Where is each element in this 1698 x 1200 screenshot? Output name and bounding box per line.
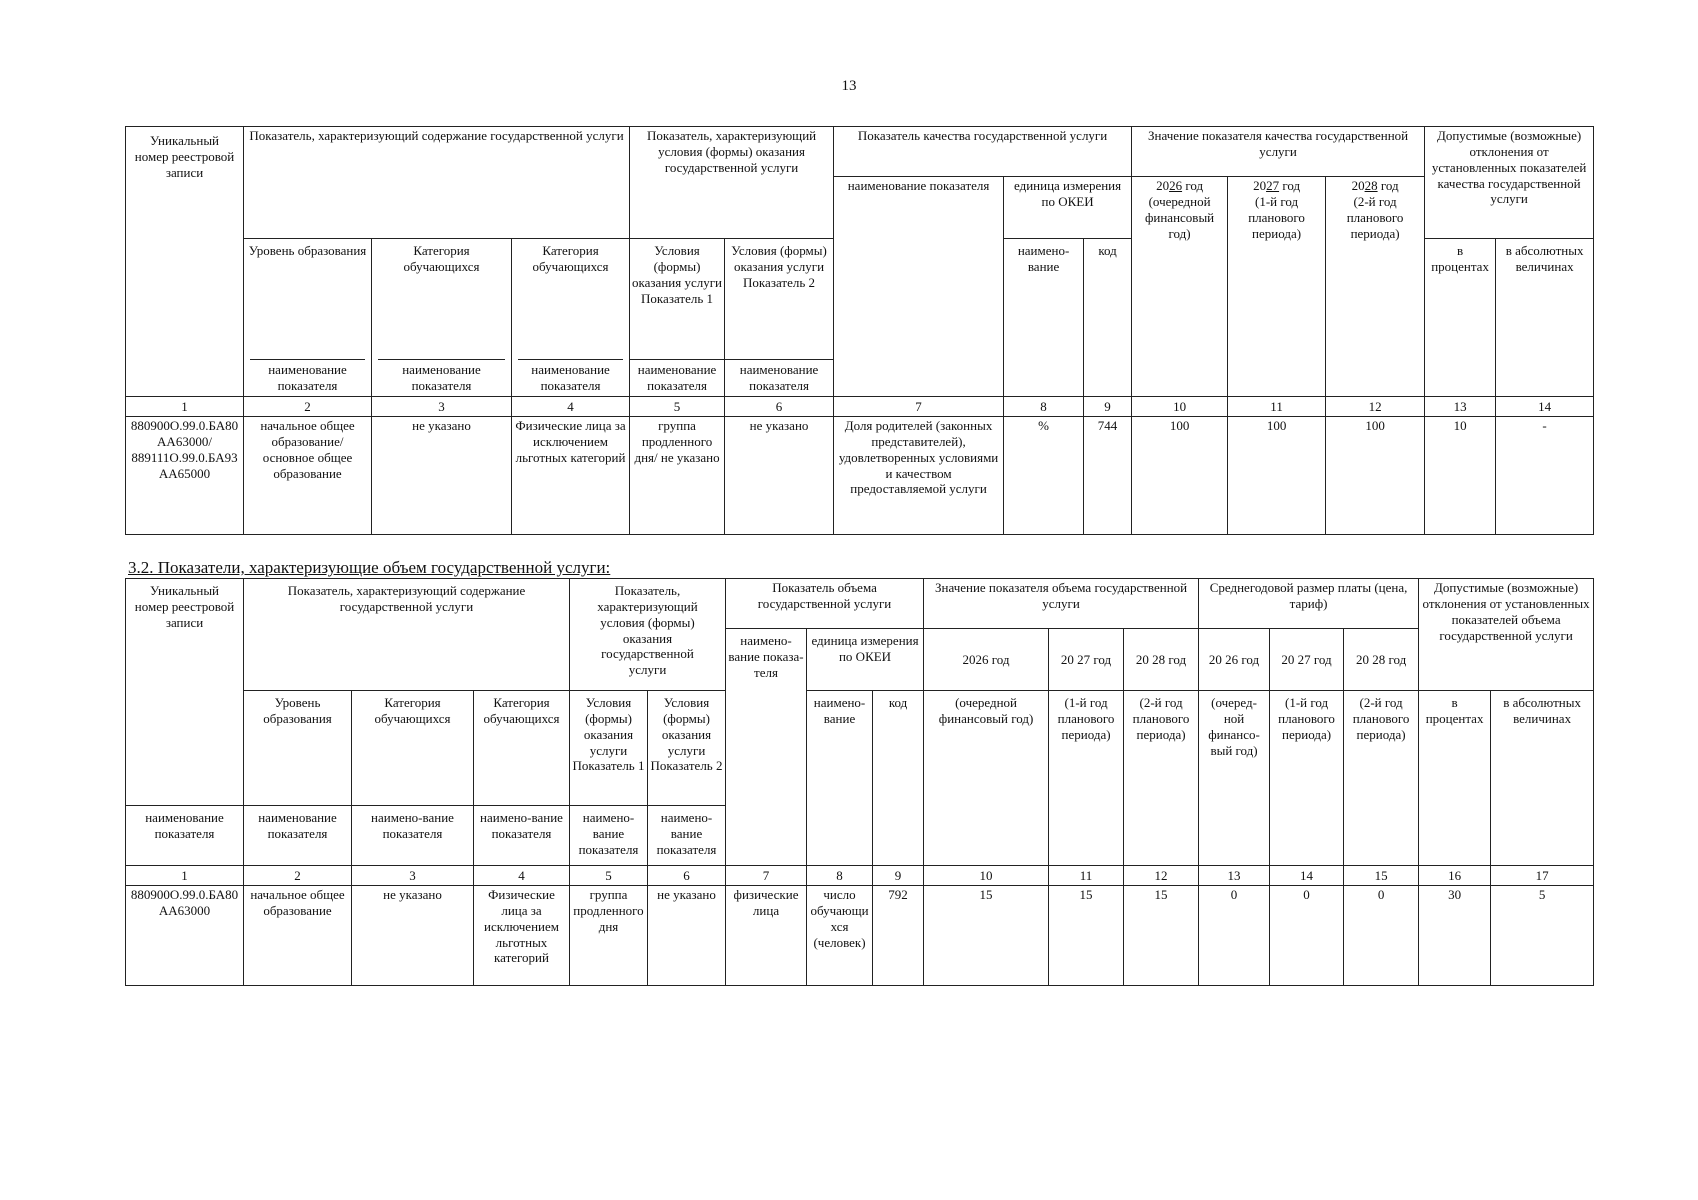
column-number: 10	[1132, 397, 1228, 417]
cell-deviation-percent: 30	[1419, 886, 1491, 986]
cell-unit-code: 744	[1084, 417, 1132, 535]
cell-conditions-2: не указано	[648, 886, 726, 986]
column-number: 14	[1496, 397, 1594, 417]
header-indicator-name: наименование показателя	[834, 177, 1004, 397]
header-unique-number: Уникальный номер реестровой записи	[126, 127, 244, 397]
volume-indicators-table	[125, 578, 1594, 986]
cell-student-category-2: Физические лица за исключением льготных категорий	[512, 417, 630, 535]
subheader-value-2028-note: (2-й год планового периода)	[1124, 691, 1199, 866]
header-fee-2028: 20 28 год	[1344, 629, 1419, 691]
cell-fee-2026: 0	[1199, 886, 1270, 986]
cell-student-category-1: не указано	[372, 417, 512, 535]
cell-conditions-1: группа продленного дня/ не указано	[630, 417, 725, 535]
column-number: 5	[630, 397, 725, 417]
header-unit-okei: единица измерения по ОКЕИ	[1004, 177, 1132, 239]
header-indicator-name: наимено-вание показа-теля	[726, 629, 807, 866]
cell-education-level: начальное общее образование/ основное общее образование	[244, 417, 372, 535]
subheader-deviation-percent: в процентах	[1419, 691, 1491, 866]
column-number: 13	[1199, 866, 1270, 886]
column-number: 4	[474, 866, 570, 886]
subheader-fee-2028-note: (2-й год планового периода)	[1344, 691, 1419, 866]
header-conditions-indicator: Показатель, характеризующий условия (формы) оказания государственной услуги	[570, 579, 726, 691]
subheader-conditions-1: Условия (формы) оказания услуги Показатель 1 наименование показателя	[630, 239, 725, 397]
section-title: 3.2. Показатели, характеризующие объем государственной услуги:	[128, 558, 611, 577]
header-conditions-indicator: Показатель, характеризующий условия (формы) оказания государственной услуги	[630, 127, 834, 239]
subheader-unit-name: наимено-вание	[807, 691, 873, 866]
subheader-conditions-1: Условия (формы) оказания услуги Показатель 1	[570, 691, 648, 806]
column-number: 12	[1124, 866, 1199, 886]
header-content-indicator: Показатель, характеризующий содержание государственной услуги	[244, 579, 570, 691]
header-fee-2027: 20 27 год	[1270, 629, 1344, 691]
header-allowed-deviation: Допустимые (возможные) отклонения от установленных показателей объема государственной услуги	[1419, 579, 1594, 691]
subheader-name-label: наимено-вание показателя	[648, 806, 726, 866]
header-value-2028: 20 28 год	[1124, 629, 1199, 691]
header-quality-value: Значение показателя качества государственной услуги	[1132, 127, 1425, 177]
header-fee-2026: 20 26 год	[1199, 629, 1270, 691]
subheader-student-category-2: Категория обучающихся наименование показателя	[512, 239, 630, 397]
cell-unique-number: 880900О.99.0.БА80АА63000/ 889111О.99.0.БА93АА65000	[126, 417, 244, 535]
subheader-education-level: Уровень образования наименование показателя	[244, 239, 372, 397]
column-number: 8	[1004, 397, 1084, 417]
column-number: 11	[1049, 866, 1124, 886]
subheader-name-label: наимено-вание показателя	[570, 806, 648, 866]
subheader-name-label: наимено-вание показателя	[474, 806, 570, 866]
subheader-conditions-2: Условия (формы) оказания услуги Показатель 2	[648, 691, 726, 806]
column-number: 10	[924, 866, 1049, 886]
header-content-indicator: Показатель, характеризующий содержание государственной услуги	[244, 127, 630, 239]
subheader-name-label: наименование показателя	[244, 806, 352, 866]
header-year-2026: 2026 год (очередной финансовый год)	[1132, 177, 1228, 397]
subheader-value-2027-note: (1-й год планового периода)	[1049, 691, 1124, 866]
subheader-fee-2026-note: (очеред-ной финансо-вый год)	[1199, 691, 1270, 866]
subheader-name-label: наимено-вание показателя	[352, 806, 474, 866]
header-volume-indicator: Показатель объема государственной услуги	[726, 579, 924, 629]
header-year-2027: 2027 год (1-й год планового периода)	[1228, 177, 1326, 397]
cell-indicator-name: физические лица	[726, 886, 807, 986]
column-number: 2	[244, 397, 372, 417]
cell-value-2027: 100	[1228, 417, 1326, 535]
subheader-student-category-1: Категория обучающихся наименование показателя	[372, 239, 512, 397]
column-number: 1	[126, 866, 244, 886]
column-number: 12	[1326, 397, 1425, 417]
header-volume-value: Значение показателя объема государственной услуги	[924, 579, 1199, 629]
column-number: 5	[570, 866, 648, 886]
column-number: 11	[1228, 397, 1326, 417]
table-row	[126, 417, 1594, 535]
cell-value-2027: 15	[1049, 886, 1124, 986]
column-number: 16	[1419, 866, 1491, 886]
table-row	[126, 886, 1594, 986]
cell-value-2028: 15	[1124, 886, 1199, 986]
cell-unique-number: 880900О.99.0.БА80АА63000	[126, 886, 244, 986]
header-allowed-deviation: Допустимые (возможные) отклонения от установленных показателей качества государственной услуги	[1425, 127, 1594, 239]
cell-value-2028: 100	[1326, 417, 1425, 535]
column-number: 7	[726, 866, 807, 886]
subheader-student-category-1: Категория обучающихся	[352, 691, 474, 806]
column-number: 9	[873, 866, 924, 886]
cell-deviation-percent: 10	[1425, 417, 1496, 535]
cell-student-category-2: Физические лица за исключением льготных категорий	[474, 886, 570, 986]
subheader-unit-code: код	[1084, 239, 1132, 397]
cell-unit-code: 792	[873, 886, 924, 986]
cell-deviation-absolute: 5	[1491, 886, 1594, 986]
header-unit-okei: единица измерения по ОКЕИ	[807, 629, 924, 691]
cell-value-2026: 15	[924, 886, 1049, 986]
header-value-2026: 2026 год	[924, 629, 1049, 691]
subheader-deviation-absolute: в абсолютных величинах	[1496, 239, 1594, 397]
page-number: 13	[841, 78, 857, 94]
column-number: 14	[1270, 866, 1344, 886]
subheader-deviation-absolute: в абсолютных величинах	[1491, 691, 1594, 866]
cell-unit-name: число обучающихся (человек)	[807, 886, 873, 986]
cell-fee-2027: 0	[1270, 886, 1344, 986]
subheader-unit-name: наимено-вание	[1004, 239, 1084, 397]
header-quality-indicator: Показатель качества государственной услуги	[834, 127, 1132, 177]
subheader-deviation-percent: в процентах	[1425, 239, 1496, 397]
column-number: 6	[725, 397, 834, 417]
header-unique-number: Уникальный номер реестровой записи	[126, 579, 244, 806]
subheader-fee-2027-note: (1-й год планового периода)	[1270, 691, 1344, 866]
header-value-2027: 20 27 год	[1049, 629, 1124, 691]
cell-student-category-1: не указано	[352, 886, 474, 986]
column-number: 15	[1344, 866, 1419, 886]
subheader-name-label: наименование показателя	[126, 806, 244, 866]
column-number: 2	[244, 866, 352, 886]
cell-indicator-name: Доля родителей (законных представителей), удовлетворенных условиями и качеством предоставляемой услуги	[834, 417, 1004, 535]
column-number: 17	[1491, 866, 1594, 886]
cell-fee-2028: 0	[1344, 886, 1419, 986]
subheader-student-category-2: Категория обучающихся	[474, 691, 570, 806]
subheader-education-level: Уровень образования	[244, 691, 352, 806]
column-number: 4	[512, 397, 630, 417]
header-year-2028: 2028 год (2-й год планового периода)	[1326, 177, 1425, 397]
cell-education-level: начальное общее образование	[244, 886, 352, 986]
subheader-unit-code: код	[873, 691, 924, 866]
cell-conditions-2: не указано	[725, 417, 834, 535]
column-number: 6	[648, 866, 726, 886]
quality-indicators-table	[125, 126, 1594, 535]
cell-value-2026: 100	[1132, 417, 1228, 535]
subheader-value-2026-note: (очередной финансовый год)	[924, 691, 1049, 866]
cell-conditions-1: группа продленного дня	[570, 886, 648, 986]
cell-unit-name: %	[1004, 417, 1084, 535]
column-number: 13	[1425, 397, 1496, 417]
cell-deviation-absolute: -	[1496, 417, 1594, 535]
column-number: 9	[1084, 397, 1132, 417]
subheader-conditions-2: Условия (формы) оказания услуги Показатель 2 наименование показателя	[725, 239, 834, 397]
column-number: 7	[834, 397, 1004, 417]
column-number: 1	[126, 397, 244, 417]
column-number: 8	[807, 866, 873, 886]
header-average-fee: Среднегодовой размер платы (цена, тариф)	[1199, 579, 1419, 629]
column-number: 3	[352, 866, 474, 886]
column-number: 3	[372, 397, 512, 417]
